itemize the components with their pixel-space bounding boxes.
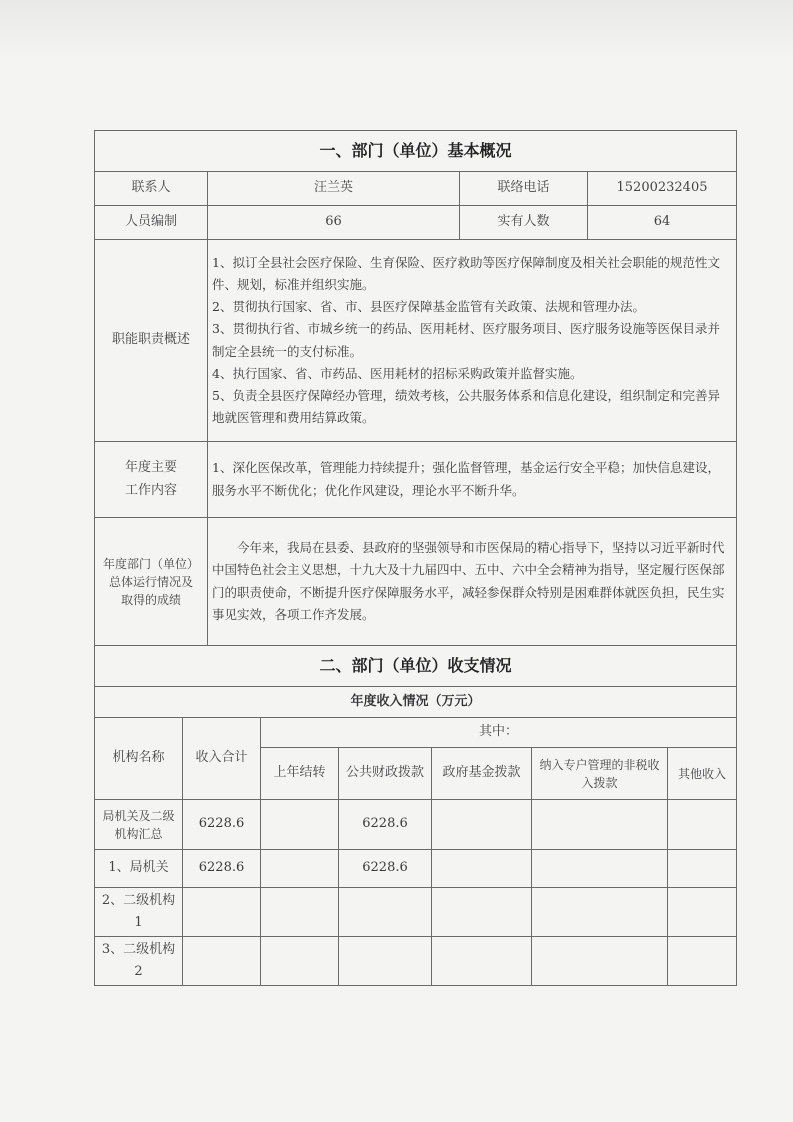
header-special-nontax: 纳入专户管理的非税收入拨款 (532, 748, 668, 800)
row-gov-fund (432, 800, 532, 850)
income-table (94, 645, 737, 986)
duty-item: 4、执行国家、省、市药品、医用耗材的招标采购政策并监督实施。 (212, 365, 583, 381)
row-public-fiscal: 6228.6 (339, 800, 432, 850)
staff-value: 66 (208, 206, 460, 240)
header-among: 其中： (261, 718, 737, 748)
work-text: 1、深化医保改革，管理能力持续提升；强化监督管理，基金运行安全平稳；加快信息建设，服务水平不断优化；优化作风建设，理论水平不断升华。 (208, 442, 737, 518)
header-public-fiscal: 公共财政拨款 (339, 748, 432, 800)
row-total: 6228.6 (183, 800, 261, 850)
row-org: 局机关及二级机构汇总 (95, 800, 183, 850)
table-row (95, 888, 737, 937)
row-gov-fund (432, 937, 532, 986)
result-label (95, 518, 208, 646)
row-total: 6228.6 (183, 850, 261, 888)
document-page (94, 130, 736, 986)
duty-item: 5、负责全县医疗保障经办管理，绩效考核，公共服务体系和信息化建设，组织制定和完善异地就医管理和费用结算政策。 (212, 388, 720, 426)
row-carryover (261, 937, 339, 986)
duty-item: 3、贯彻执行省、市城乡统一的药品、医用耗材、医疗服务项目、医疗服务设施等医保目录并制定全县统一的支付标准。 (212, 321, 720, 359)
staff-label: 人员编制 (95, 206, 208, 240)
phone-label: 联络电话 (460, 172, 588, 206)
row-special-nontax (532, 850, 668, 888)
header-org: 机构名称 (95, 718, 183, 800)
row-special-nontax (532, 888, 668, 937)
basic-info-table (94, 130, 737, 646)
result-text: 今年来，我局在县委、县政府的坚强领导和市医保局的精心指导下，坚持以习近平新时代中国特色社会主义思想，十九大及十九届四中、五中、六中全会精神为指导，坚定履行医保部门的职责使命，不断提升医疗保障服务水平，减轻参保群众特别是困难群体就医负担，民生实事见实效，各项工作齐发展。 (208, 518, 737, 646)
row-special-nontax (532, 937, 668, 986)
row-other (668, 850, 737, 888)
row-special-nontax (532, 800, 668, 850)
row-org: 1、局机关 (95, 850, 183, 888)
phone-value: 15200232405 (588, 172, 737, 206)
row-org: 2、二级机构1 (95, 888, 183, 937)
work-label (95, 442, 208, 518)
table-row (95, 850, 737, 888)
row-carryover (261, 800, 339, 850)
duty-item: 2、贯彻执行国家、省、市、县医疗保障基金监管有关政策、法规和管理办法。 (212, 299, 645, 314)
row-gov-fund (432, 850, 532, 888)
row-public-fiscal (339, 888, 432, 937)
section1-title: 一、部门（单位）基本概况 (95, 131, 737, 172)
table-row (95, 937, 737, 986)
row-total (183, 937, 261, 986)
row-org: 3、二级机构2 (95, 937, 183, 986)
row-public-fiscal (339, 937, 432, 986)
contact-value: 汪兰英 (208, 172, 460, 206)
row-other (668, 888, 737, 937)
duty-item: 1、拟订全县社会医疗保险、生育保险、医疗救助等医疗保障制度及相关社会职能的规范性文件、规划，标准并组织实施。 (212, 254, 720, 292)
row-carryover (261, 850, 339, 888)
income-subtitle: 年度收入情况（万元） (95, 687, 737, 718)
row-public-fiscal: 6228.6 (339, 850, 432, 888)
duties-text (208, 240, 737, 442)
scan-shadow (0, 0, 793, 60)
result-label-line: 年度部门（单位） (102, 556, 199, 571)
actual-value: 64 (588, 206, 737, 240)
header-total: 收入合计 (183, 718, 261, 800)
duties-label: 职能职责概述 (95, 240, 208, 442)
row-other (668, 937, 737, 986)
header-carryover: 上年结转 (261, 748, 339, 800)
result-label-line: 总体运行情况及 (108, 574, 193, 589)
header-gov-fund: 政府基金拨款 (432, 748, 532, 800)
row-total (183, 888, 261, 937)
row-other (668, 800, 737, 850)
work-label-line: 工作内容 (124, 482, 177, 498)
contact-label: 联系人 (95, 172, 208, 206)
actual-label: 实有人数 (460, 206, 588, 240)
row-gov-fund (432, 888, 532, 937)
work-label-line: 年度主要 (124, 460, 177, 476)
row-carryover (261, 888, 339, 937)
result-label-line: 取得的成绩 (120, 592, 181, 607)
section2-title: 二、部门（单位）收支情况 (95, 646, 737, 687)
header-other: 其他收入 (668, 748, 737, 800)
table-row (95, 800, 737, 850)
